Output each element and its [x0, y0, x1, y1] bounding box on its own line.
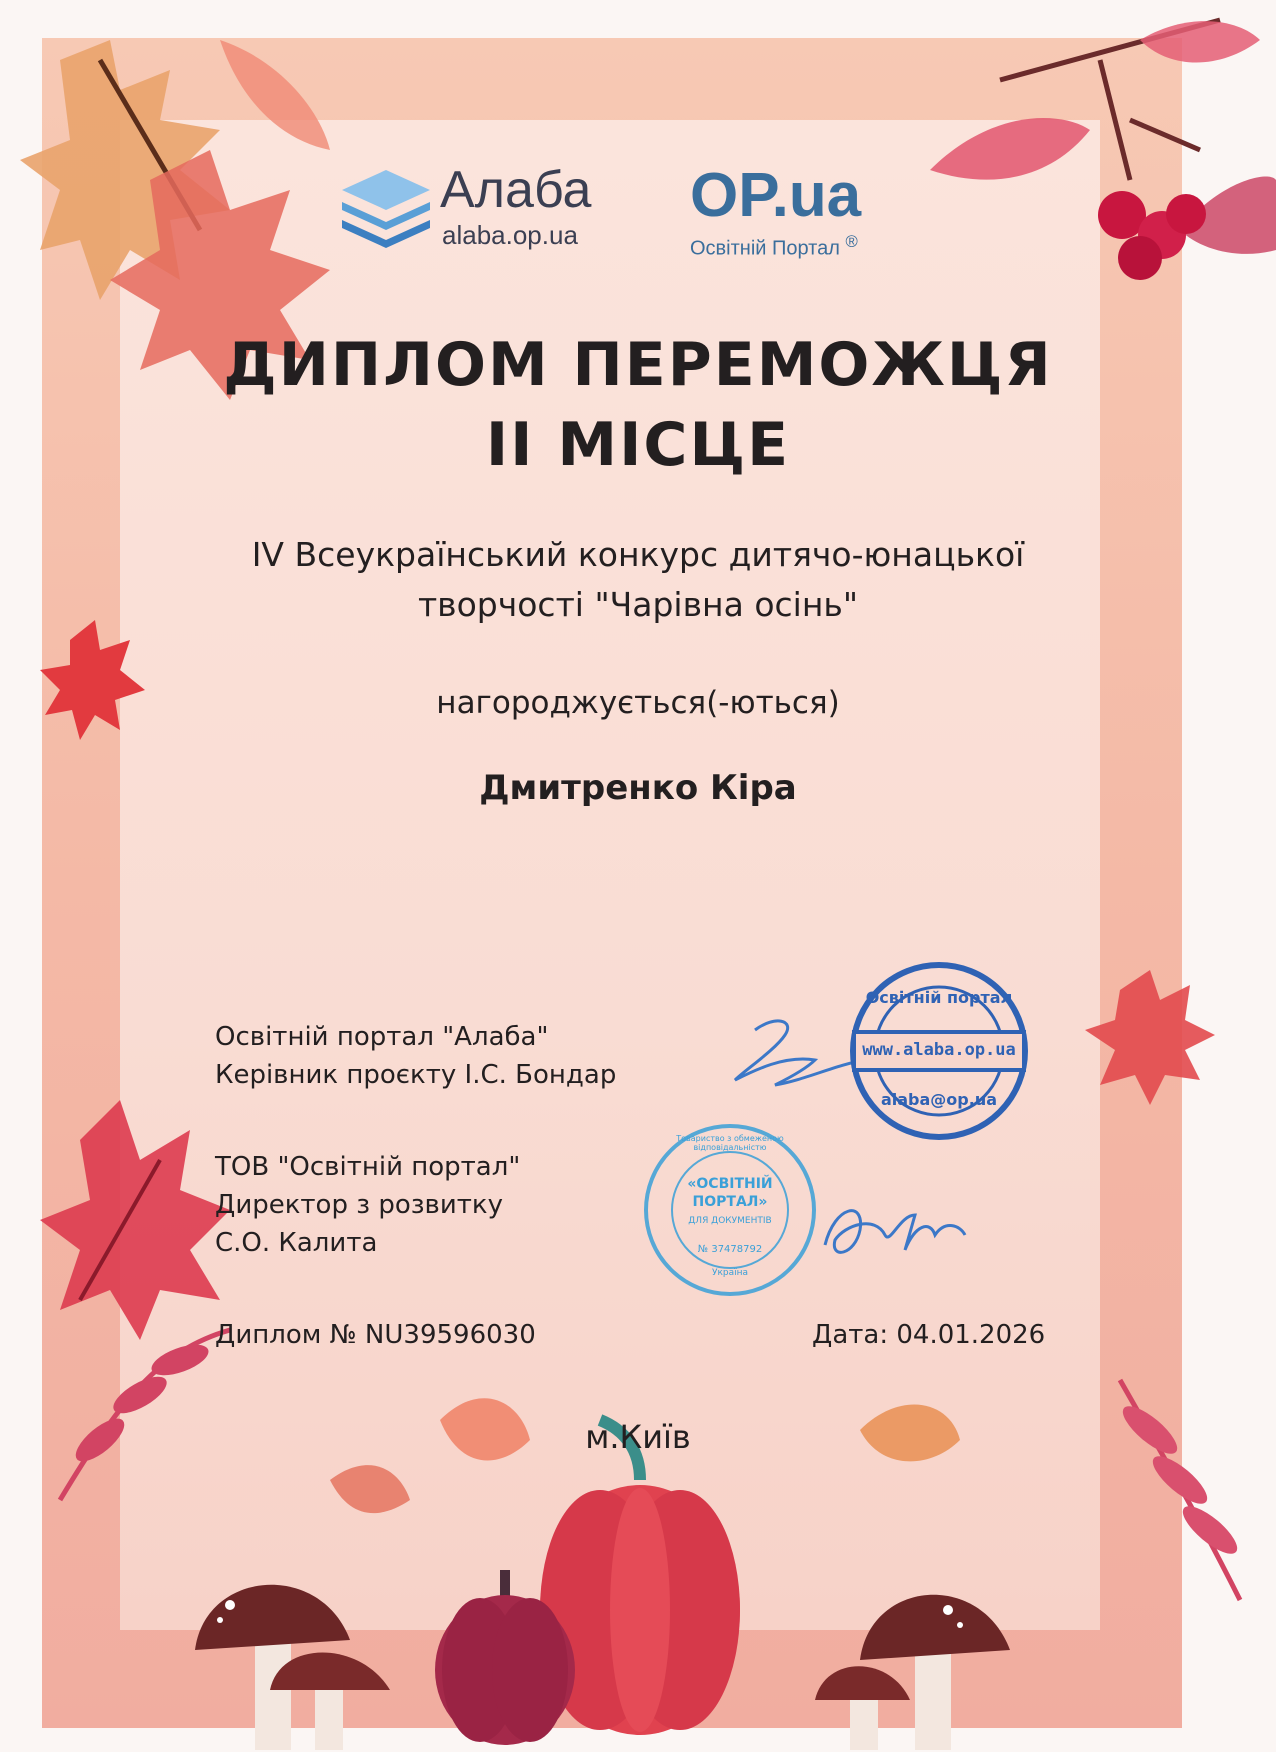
stamp-alaba-top: Освітній портал: [865, 988, 1013, 1007]
maple-leaf-icon: [40, 1100, 230, 1340]
diploma-place: II МІСЦЕ: [485, 410, 791, 480]
signatory-op-org: ТОВ "Освітній портал": [215, 1152, 521, 1182]
diploma-title: ДИПЛОМ ПЕРЕМОЖЦЯ: [223, 330, 1053, 400]
leaf-icon: [220, 40, 330, 150]
city: м.Київ: [585, 1418, 691, 1456]
recipient-name: Дмитренко Кіра: [479, 768, 797, 808]
stamp-company-line3: ДЛЯ ДОКУМЕНТІВ: [688, 1216, 772, 1226]
diploma-number-label: Диплом №: [215, 1320, 357, 1350]
berry-branch-icon: [930, 20, 1276, 280]
signatory-op-name: С.О. Калита: [215, 1228, 378, 1258]
stamp-alaba: [848, 960, 1030, 1142]
maple-leaf-icon: [1085, 970, 1215, 1105]
diploma-number: [215, 1320, 536, 1350]
signatory-op: [215, 1148, 520, 1262]
stamp-company: [640, 1120, 820, 1300]
mushroom-icon: [815, 1595, 1010, 1750]
mushroom-icon: [195, 1585, 390, 1750]
stamp-company-code: № 37478792: [697, 1244, 763, 1255]
alaba-logo-url: alaba.op.ua: [442, 220, 578, 250]
signatory-alaba-role: Керівник проєкту І.С. Бондар: [215, 1060, 617, 1090]
op-logo-subtitle: Освітній Портал ®: [690, 232, 858, 260]
signatory-op-role: Директор з розвитку: [215, 1190, 504, 1220]
signatory-alaba-org: Освітній портал "Алаба": [215, 1022, 549, 1052]
contest-line-2: творчості "Чарівна осінь": [417, 585, 859, 624]
stamp-company-line1: «ОСВІТНІЙ: [687, 1176, 773, 1192]
alaba-layers-icon: [338, 168, 434, 248]
contest-line-1: IV Всеукраїнський конкурс дитячо-юнацької: [251, 535, 1025, 574]
op-logo-name: OP.ua: [690, 161, 862, 230]
stamp-company-line2: ПОРТАЛ»: [692, 1194, 768, 1210]
stamp-alaba-middle: www.alaba.op.ua: [862, 1040, 1016, 1060]
diploma-date-label: Дата:: [812, 1320, 889, 1350]
stamp-company-country: Україна: [711, 1268, 749, 1278]
diploma-date-value: 04.01.2026: [896, 1320, 1046, 1350]
fern-icon: [1116, 1380, 1244, 1600]
alaba-logo-name: Алаба: [440, 161, 592, 219]
diploma-number-value: NU39596030: [364, 1320, 536, 1350]
stamp-alaba-bottom: alaba@op.ua: [880, 1090, 998, 1109]
diploma-date: [812, 1320, 1045, 1350]
fern-icon: [60, 1330, 230, 1500]
stamp-company-ring: Товариство з обмеженою відповідальністю: [676, 1134, 784, 1152]
signature-kalyta: [805, 1185, 975, 1275]
awarded-label: нагороджується(-ються): [436, 685, 840, 721]
signatory-alaba: [215, 1018, 616, 1094]
maple-leaf-icon: [40, 620, 145, 740]
